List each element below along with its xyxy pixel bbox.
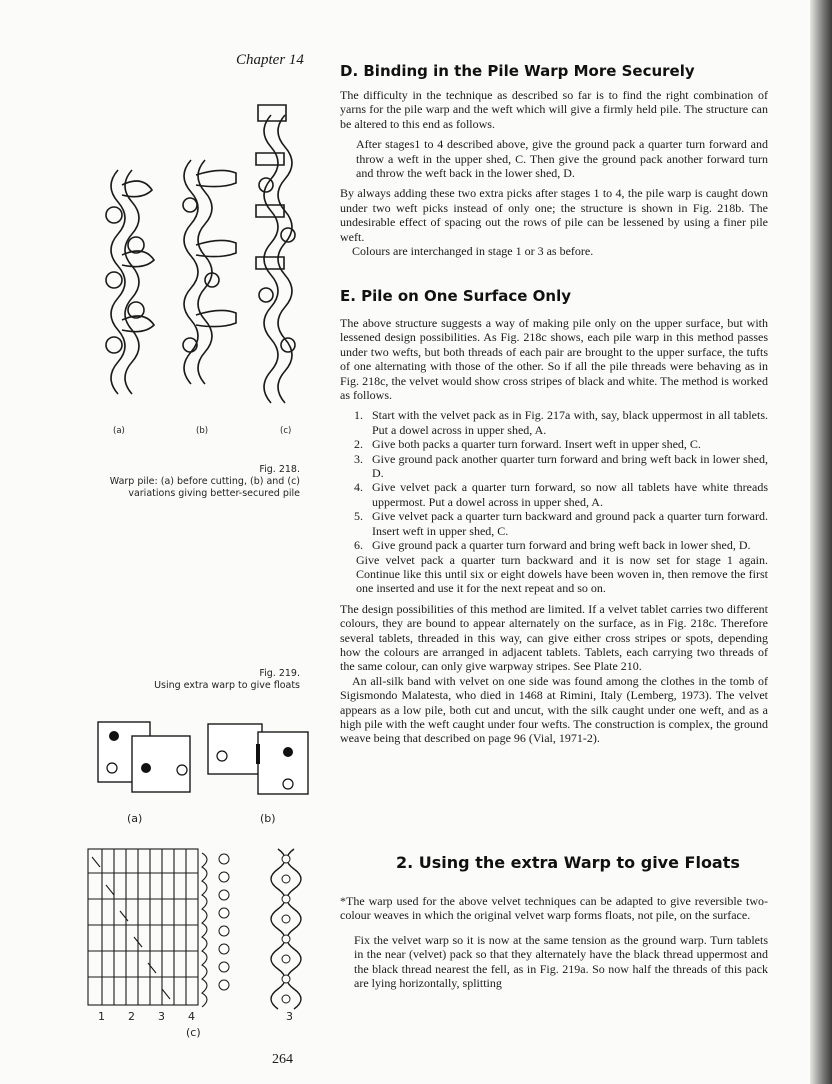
section-e-para-1: The above structure suggests a way of making pile only on the upper surface, but with lessened design possibilities. As Fig. 218c shows, each pile warp in this method passes under two wefts, but both threads of each pair are brought to the upper surface, the tufts of one alternating with those of the other. So if all the pile threads were behaving as in Fig. 218c, the velvet would show cross stripes of black and white. The method is worked as follows.	[340, 316, 768, 403]
section-d-body	[340, 88, 768, 258]
fig-219-caption-line: Using extra warp to give floats	[154, 680, 300, 691]
fig-219-label-c: (c)	[186, 1026, 201, 1039]
fig-219-caption	[96, 668, 300, 692]
section-e-para-3: The design possibilities of this method are limited. If a velvet tablet carries two different colours, they are bound to appear alternately on the surface, as in Fig. 218c. Therefore several tablets, threaded in this way, can give either cross stripes or spots, depending how the colours are arranged in adjacent tablets. Tablets, each carrying two threads of the same colour, can only give warpway stripes. See Plate 210.	[340, 601, 768, 674]
section-d-para-4: Colours are interchanged in stage 1 or 3 as before.	[352, 244, 594, 259]
step-item: 1. Start with the velvet pack as in Fig. 217a with, say, black uppermost in all tablets. Put a dowel across in upper shed, A.	[354, 408, 768, 437]
fig-219-weave	[84, 845, 234, 1010]
fig-219-col-1: 1	[98, 1010, 105, 1023]
step-item: 2. Give both packs a quarter turn forward. Insert weft in upper shed, C.	[354, 437, 701, 452]
section-e-steps	[340, 408, 768, 552]
section-2-heading: 2. Using the extra Warp to give Floats	[396, 853, 740, 872]
step-item: 6. Give ground pack a quarter turn forward and bring weft back in lower shed, D.	[354, 538, 751, 553]
fig-218-caption-line1: Warp pile: (a) before cutting, (b) and (c)	[109, 476, 300, 487]
section-e-heading: E. Pile on One Surface Only	[340, 287, 572, 305]
fig-219-label-a: (a)	[127, 812, 143, 825]
fig-218-label-c: (c)	[280, 426, 292, 436]
fig-219-col-2: 2	[128, 1010, 135, 1023]
fig-218-label-b: (b)	[196, 426, 209, 436]
step-item: 4. Give velvet pack a quarter turn forward, so now all tablets have white threads uppermost. Put a dowel across in upper shed, A.	[354, 480, 768, 509]
chapter-label: Chapter 14	[236, 52, 304, 68]
fig-219-side-structure	[268, 845, 308, 1010]
fig-219-number: Fig. 219.	[259, 668, 300, 679]
section-d-para-2: After stages1 to 4 described above, give the ground pack a quarter turn forward and throw a weft in the upper shed, C. Then give the ground pack another forward turn and throw the weft back in the lower shed, D.	[356, 137, 768, 181]
fig-218-caption	[96, 464, 300, 500]
section-d-para-1: The difficulty in the technique as described so far is to find the right combination of yarns for the pile warp and the weft which will give a firmly held pile. The structure can be altered to this end as follows.	[340, 88, 768, 131]
fig-219-side-number: 3	[286, 1010, 293, 1023]
section-2-para-2: Fix the velvet warp so it is now at the same tension as the ground warp. Turn tablets in the near (velvet) pack so that they alternately have the black thread uppermost and the black thread nearest the fell, as in Fig. 219a. So now half the threads of this pack are lying horizontally, splitting	[354, 932, 768, 991]
section-2-para-1: *The warp used for the above velvet techniques can be adapted to give reversible two-colour weaves in which the original velvet warp forms floats, not pile, on the surface.	[340, 894, 768, 923]
fig-218-label-a: (a)	[113, 426, 125, 436]
section-e-para-4: An all-silk band with velvet on one side was found among the clothes in the tomb of Sigismondo Malatesta, who died in 1468 at Rimini, Italy (Lemberg, 1973). The velvet appears as a low pile, both cut and uncut, with the silk caught under one weft, and as a high pile with the weft caught under four wefts. The construction is complex, the ground weave being that described on page 96 (Vial, 1971-2).	[340, 673, 768, 746]
step-item: 3. Give ground pack another quarter turn forward and bring weft back in lower shed, D.	[354, 451, 768, 481]
fig-219-col-4: 4	[188, 1010, 195, 1023]
section-2-body	[340, 894, 768, 990]
fig-219-tablets	[90, 718, 310, 808]
section-e-para-2: Give velvet pack a quarter turn backward and it is now set for stage 1 again. Continue like this until six or eight dowels have been woven in, then remove the first one inserted and use it for the next repeat and so on.	[356, 552, 768, 596]
fig-219-col-3: 3	[158, 1010, 165, 1023]
section-e-body	[340, 316, 768, 746]
section-d-heading: D. Binding in the Pile Warp More Securely	[340, 62, 695, 80]
fig-218-illustration	[96, 95, 316, 425]
fig-219-label-b: (b)	[260, 812, 276, 825]
step-item: 5. Give velvet pack a quarter turn backward and ground pack a quarter turn forward. Insert weft in upper shed, C.	[354, 509, 768, 538]
fig-218-number: Fig. 218.	[259, 464, 300, 475]
book-spine-shadow	[810, 0, 832, 1084]
page-number: 264	[272, 1052, 293, 1067]
fig-218-caption-line2: variations giving better-secured pile	[128, 488, 300, 499]
section-d-para-3: By always adding these two extra picks after stages 1 to 4, the pile warp is caught down under two weft picks instead of only one; the structure is shown in Fig. 218b. The undesirable effect of spacing out the rows of pile can be lessened by using a finer pile weft.	[340, 186, 768, 244]
